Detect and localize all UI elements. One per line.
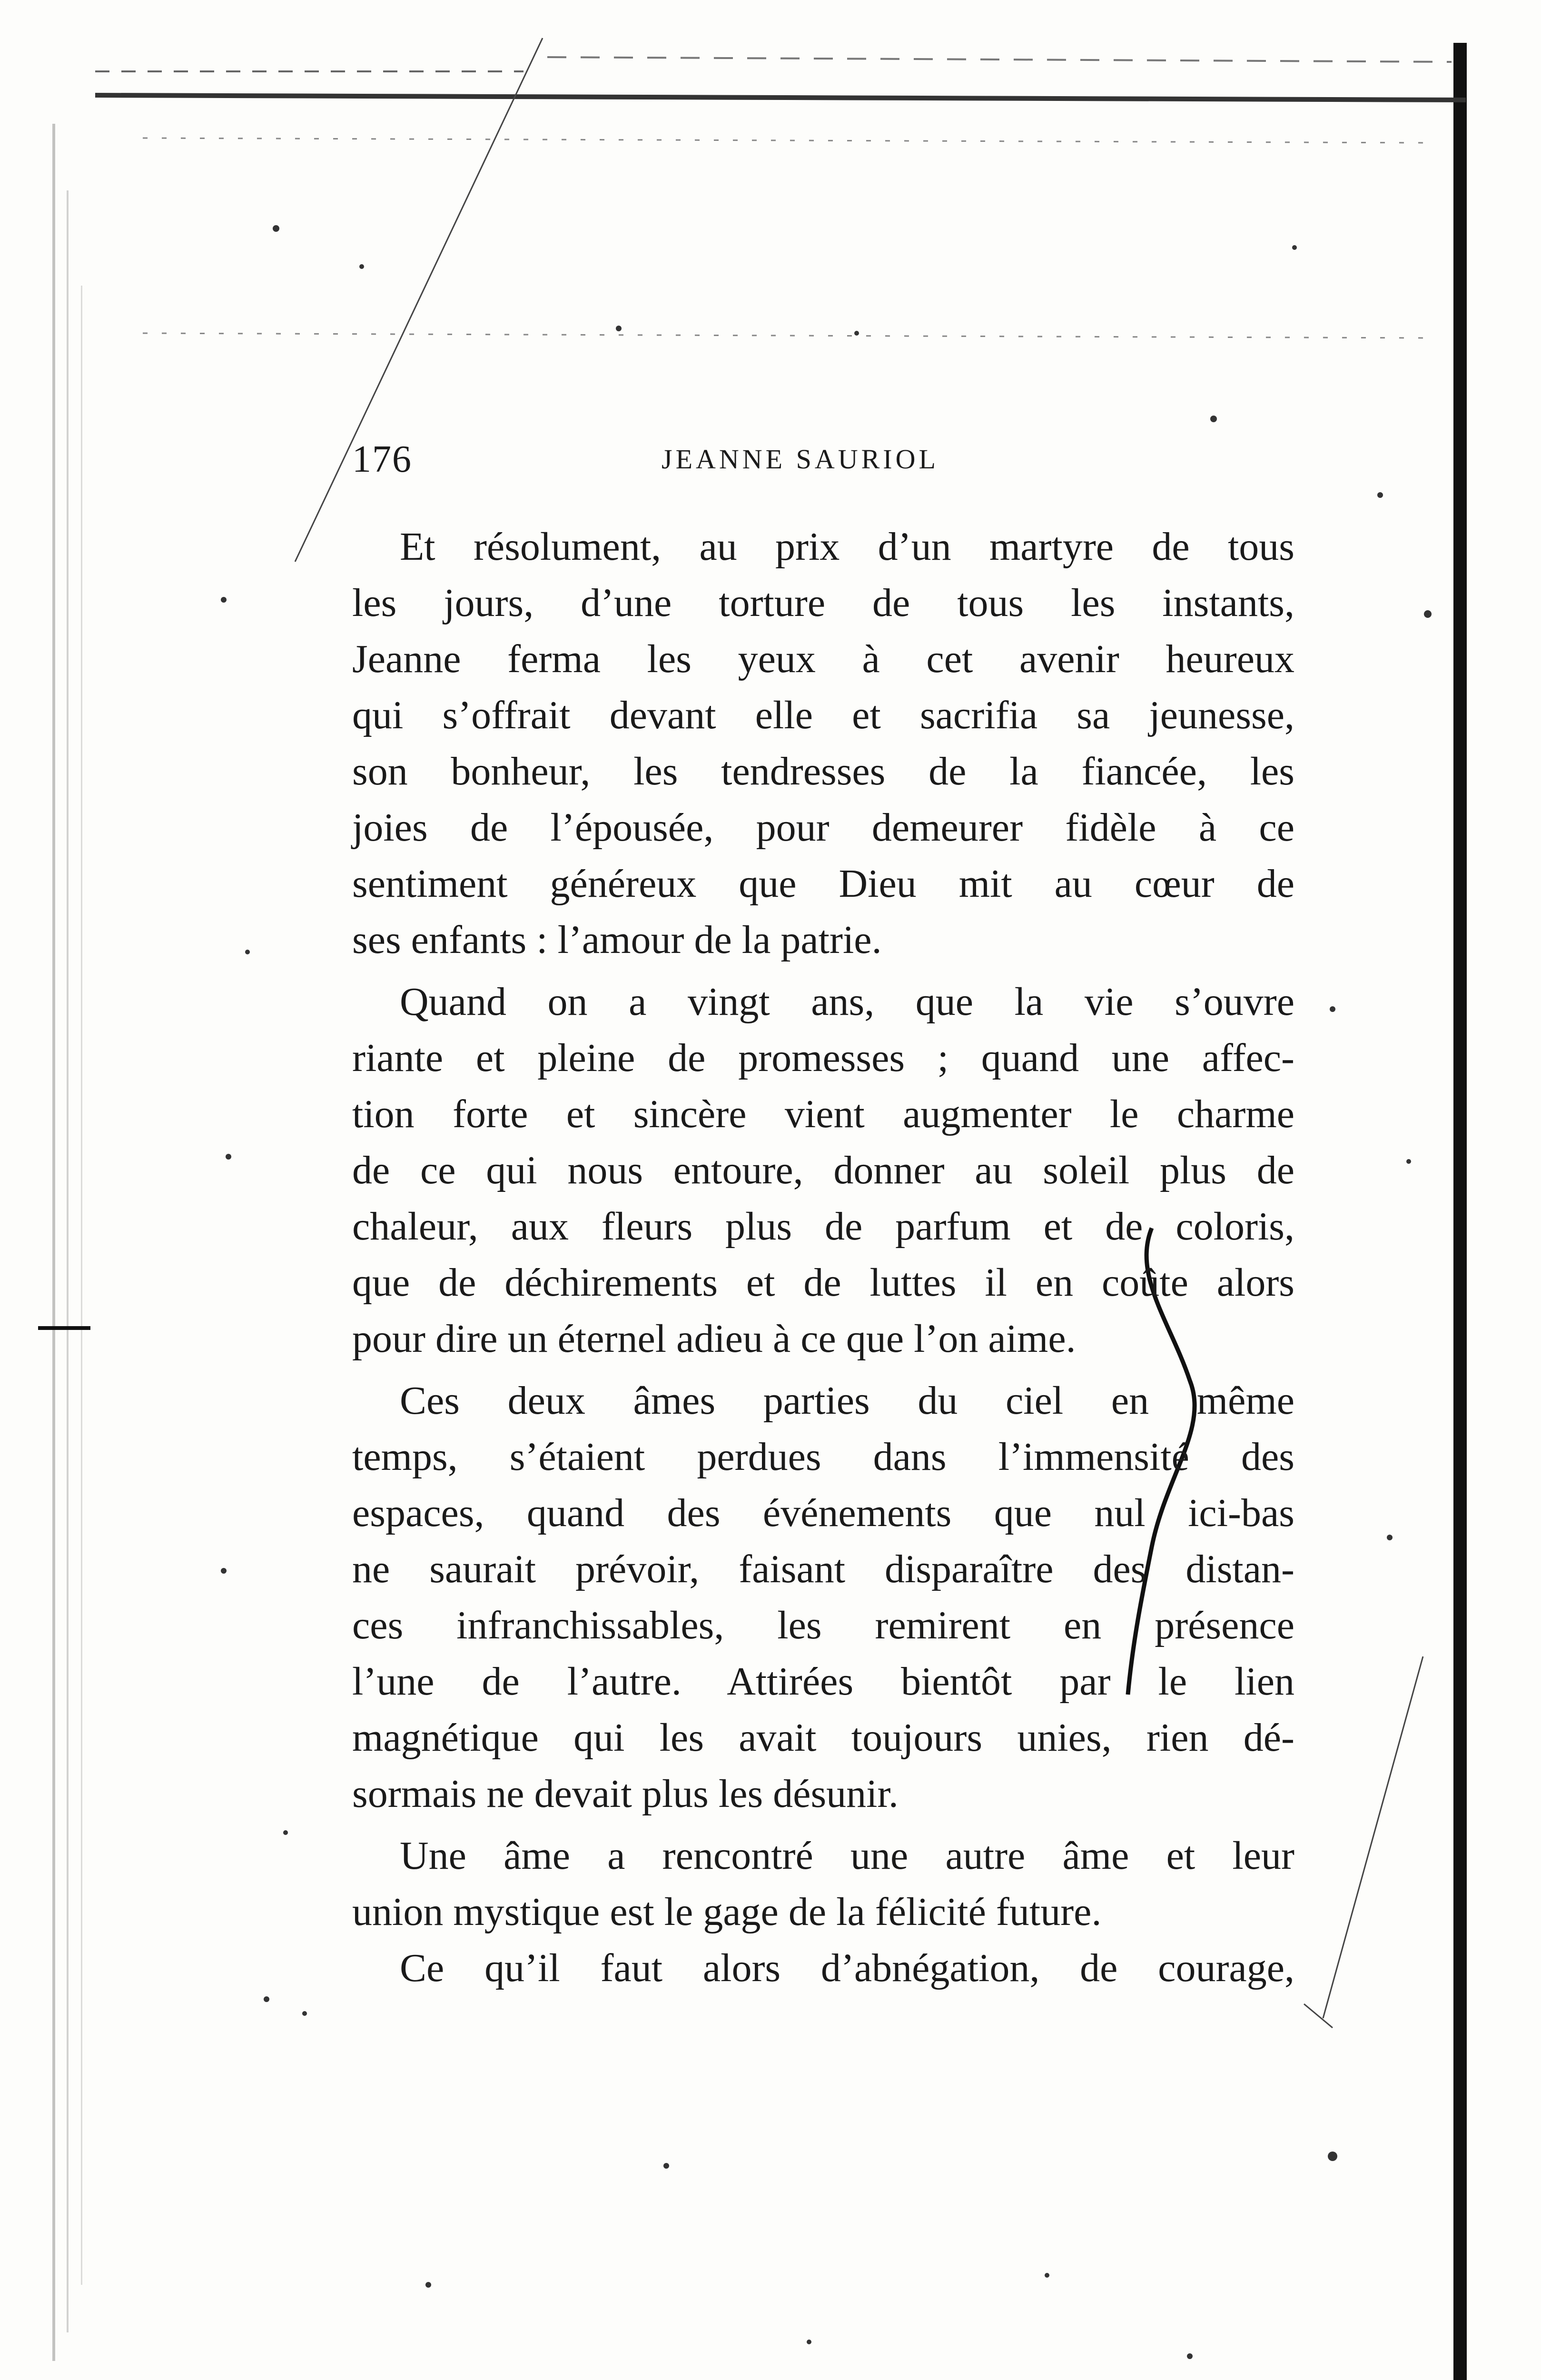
page-number: 176: [352, 438, 412, 480]
text-line: qui s’offrait devant elle et sacrifia sa jeunesse,: [352, 693, 1294, 737]
left-gutter-noise: [52, 124, 82, 2361]
text-line: sentiment généreux que Dieu mit au cœur de: [352, 862, 1294, 906]
pencil-stroke-right: [1323, 1656, 1423, 2018]
text-line: les jours, d’une torture de tous les instants,: [352, 581, 1294, 625]
text-line: Une âme a rencontré une autre âme et leur: [400, 1834, 1294, 1878]
paragraph: [352, 1828, 1294, 1940]
text-line: Jeanne ferma les yeux à cet avenir heureux: [352, 637, 1294, 681]
paragraph: [352, 1940, 1294, 1996]
page-header: [352, 428, 1304, 490]
paragraph: [352, 974, 1294, 1367]
text-line: que de déchirements et de luttes il en coûte alors: [352, 1260, 1294, 1305]
text-line: Ces deux âmes parties du ciel en même: [400, 1378, 1294, 1423]
text-line: Ce qu’il faut alors d’abnégation, de courage,: [400, 1946, 1294, 1990]
binding-edge: [1453, 43, 1467, 2380]
body-text: [352, 519, 1294, 1996]
text-line: de ce qui nous entoure, donner au soleil plus de: [352, 1148, 1294, 1192]
text-line: Et résolument, au prix d’un martyre de tous: [400, 525, 1294, 569]
text-line: Quand on a vingt ans, que la vie s’ouvre: [400, 980, 1294, 1024]
text-line: son bonheur, les tendresses de la fiancée, les: [352, 749, 1294, 793]
text-line: espaces, quand des événements que nul ici-bas: [352, 1491, 1294, 1535]
text-line: tion forte et sincère vient augmenter le charme: [352, 1092, 1294, 1136]
paragraph: [352, 1373, 1294, 1822]
text-line: ne saurait prévoir, faisant disparaître des distan-: [352, 1547, 1294, 1591]
running-title: JEANNE SAURIOL: [662, 444, 939, 475]
text-line: sormais ne devait plus les désunir.: [352, 1772, 899, 1816]
text-line: temps, s’étaient perdues dans l’immensité des: [352, 1435, 1294, 1479]
text-line: ces infranchissables, les remirent en présence: [352, 1603, 1294, 1647]
paragraph: [352, 519, 1294, 968]
text-line: union mystique est le gage de la félicité future.: [352, 1890, 1102, 1934]
text-line: ses enfants : l’amour de la patrie.: [352, 918, 882, 962]
text-line: magnétique qui les avait toujours unies, rien dé-: [352, 1716, 1294, 1760]
text-line: pour dire un éternel adieu à ce que l’on aime.: [352, 1317, 1076, 1361]
top-rule: [95, 95, 1466, 100]
text-line: riante et pleine de promesses ; quand une affec-: [352, 1036, 1294, 1080]
text-line: l’une de l’autre. Attirées bientôt par le lien: [352, 1659, 1294, 1704]
text-line: chaleur, aux fleurs plus de parfum et de coloris,: [352, 1204, 1294, 1249]
text-line: joies de l’épousée, pour demeurer fidèle à ce: [352, 805, 1294, 850]
